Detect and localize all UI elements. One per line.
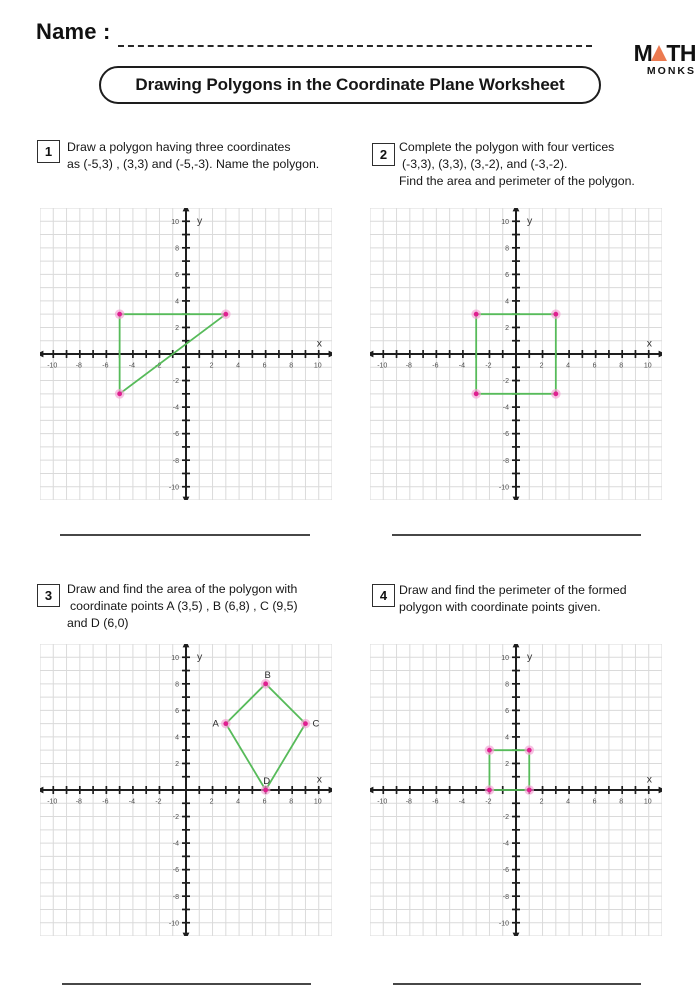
problem-1-text: [67, 139, 319, 173]
axes: [373, 211, 659, 497]
logo-wordmark: [604, 42, 696, 65]
answer-line-2: [392, 534, 641, 536]
problem-2-line-3: Find the area and perimeter of the polygon.: [399, 174, 635, 189]
svg-text:2: 2: [175, 325, 179, 333]
logo-subtitle: MONKS: [646, 65, 696, 77]
svg-text:2: 2: [539, 798, 544, 806]
svg-text:-8: -8: [502, 457, 509, 465]
svg-text:6: 6: [175, 707, 179, 715]
svg-text:2: 2: [505, 761, 509, 769]
answer-line-1: [60, 534, 310, 536]
problem-2-line-2: (-3,3), (3,3), (3,-2), and (-3,-2).: [402, 157, 568, 172]
svg-text:-2: -2: [172, 814, 179, 822]
problem-2-line-1: Complete the polygon with four vertices: [399, 140, 615, 154]
svg-text:-10: -10: [47, 362, 58, 370]
svg-text:4: 4: [236, 798, 241, 806]
svg-text:y: y: [197, 215, 203, 228]
svg-text:10: 10: [501, 654, 509, 662]
svg-text:B: B: [264, 669, 271, 681]
svg-text:-8: -8: [405, 798, 412, 806]
problem-1-line-1: Draw a polygon having three coordinates: [67, 140, 291, 154]
svg-text:-6: -6: [432, 362, 439, 370]
svg-text:-10: -10: [377, 798, 388, 806]
svg-text:-2: -2: [485, 798, 492, 806]
svg-text:8: 8: [619, 798, 624, 806]
math-monks-logo: [604, 42, 696, 77]
svg-text:8: 8: [619, 362, 624, 370]
problem-3-text: [67, 581, 298, 633]
svg-text:-8: -8: [172, 893, 179, 901]
svg-text:10: 10: [643, 798, 652, 806]
svg-text:-4: -4: [502, 404, 509, 412]
svg-text:-6: -6: [102, 362, 109, 370]
svg-text:-2: -2: [155, 798, 162, 806]
svg-text:-8: -8: [502, 893, 509, 901]
svg-text:10: 10: [171, 218, 179, 226]
svg-text:-6: -6: [172, 867, 179, 875]
svg-text:-4: -4: [458, 362, 466, 370]
svg-text:4: 4: [566, 362, 571, 370]
problem-3-line-2: coordinate points A (3,5) , B (6,8) , C (9,5): [70, 599, 298, 614]
svg-text:8: 8: [175, 681, 179, 689]
problem-3-line-3: and D (6,0): [67, 616, 129, 631]
svg-text:-2: -2: [485, 362, 492, 370]
svg-text:-4: -4: [128, 798, 136, 806]
axes: [43, 647, 329, 933]
svg-text:C: C: [312, 718, 320, 730]
svg-text:2: 2: [209, 798, 214, 806]
svg-text:-10: -10: [377, 362, 388, 370]
svg-text:-6: -6: [172, 431, 179, 439]
axis-letter-labels: [197, 215, 323, 349]
svg-text:4: 4: [175, 734, 179, 742]
svg-text:x: x: [646, 337, 653, 350]
svg-text:-8: -8: [172, 457, 179, 465]
svg-text:-10: -10: [168, 484, 179, 492]
svg-text:2: 2: [539, 362, 544, 370]
coordinate-grid-3: [40, 644, 332, 936]
problem-4-number: 4: [372, 584, 395, 607]
problem-4-text: [399, 582, 627, 616]
logo-triangle-icon: [651, 45, 667, 61]
tick-labels: [47, 219, 322, 491]
svg-text:10: 10: [501, 218, 509, 226]
svg-text:-6: -6: [432, 798, 439, 806]
svg-text:10: 10: [171, 654, 179, 662]
answer-line-3: [62, 983, 311, 985]
svg-text:6: 6: [505, 707, 509, 715]
svg-text:-8: -8: [75, 362, 82, 370]
svg-text:x: x: [646, 773, 653, 786]
svg-text:-4: -4: [172, 404, 179, 412]
svg-text:-2: -2: [155, 362, 162, 370]
svg-text:6: 6: [175, 271, 179, 279]
svg-text:-2: -2: [502, 378, 509, 386]
name-label: Name :: [36, 19, 111, 44]
svg-text:2: 2: [505, 325, 509, 333]
vertex-dots: [485, 745, 534, 794]
svg-text:10: 10: [643, 362, 652, 370]
svg-text:2: 2: [175, 761, 179, 769]
polygon-shape: [489, 750, 529, 790]
svg-text:-2: -2: [502, 814, 509, 822]
svg-text:-4: -4: [502, 840, 509, 848]
svg-text:-10: -10: [168, 920, 179, 928]
svg-text:10: 10: [313, 798, 322, 806]
svg-text:8: 8: [289, 798, 294, 806]
svg-text:y: y: [197, 651, 203, 664]
axes: [43, 211, 329, 497]
svg-text:x: x: [316, 773, 323, 786]
svg-text:-8: -8: [75, 798, 82, 806]
problem-3-line-1: Draw and find the area of the polygon with: [67, 582, 298, 596]
worksheet-title-text: Drawing Polygons in the Coordinate Plane Worksheet: [135, 75, 565, 94]
axis-letter-labels: [527, 651, 653, 785]
svg-text:8: 8: [175, 245, 179, 253]
svg-text:-6: -6: [102, 798, 109, 806]
svg-text:6: 6: [592, 798, 597, 806]
svg-text:D: D: [263, 776, 271, 787]
problem-4-line-2: polygon with coordinate points given.: [399, 600, 601, 615]
svg-text:6: 6: [592, 362, 597, 370]
answer-line-4: [393, 983, 641, 985]
svg-text:-6: -6: [502, 867, 509, 875]
svg-text:-10: -10: [47, 798, 58, 806]
svg-text:y: y: [527, 651, 533, 664]
svg-text:-8: -8: [405, 362, 412, 370]
tick-labels: [47, 655, 322, 927]
svg-text:6: 6: [262, 362, 267, 370]
svg-text:-4: -4: [458, 798, 466, 806]
logo-letter-m: M: [633, 40, 653, 66]
problem-1-number: 1: [37, 140, 60, 163]
svg-text:A: A: [212, 718, 219, 730]
svg-text:y: y: [527, 215, 533, 228]
svg-text:2: 2: [209, 362, 214, 370]
svg-text:-4: -4: [128, 362, 136, 370]
svg-text:4: 4: [566, 798, 571, 806]
axis-letter-labels: [527, 215, 653, 349]
coordinate-grid-1: [40, 208, 332, 500]
svg-text:10: 10: [313, 362, 322, 370]
svg-text:8: 8: [289, 362, 294, 370]
svg-text:-10: -10: [498, 920, 509, 928]
tick-labels: [377, 219, 652, 491]
svg-text:6: 6: [262, 798, 267, 806]
worksheet-title: [99, 66, 601, 104]
svg-text:4: 4: [505, 298, 509, 306]
svg-text:8: 8: [505, 681, 509, 689]
svg-text:6: 6: [505, 271, 509, 279]
svg-text:8: 8: [505, 245, 509, 253]
problem-2-text: [399, 139, 635, 191]
svg-text:-4: -4: [172, 840, 179, 848]
coordinate-grid-2: [370, 208, 662, 500]
svg-text:4: 4: [236, 362, 241, 370]
logo-letters-th: TH: [666, 40, 696, 66]
problem-2-number: 2: [372, 143, 395, 166]
svg-text:x: x: [316, 337, 323, 350]
svg-text:-10: -10: [498, 484, 509, 492]
tick-labels: [377, 655, 652, 927]
problem-4-line-1: Draw and find the perimeter of the formed: [399, 583, 627, 597]
svg-text:4: 4: [505, 734, 509, 742]
coordinate-grid-4: [370, 644, 662, 936]
svg-text:-6: -6: [502, 431, 509, 439]
problem-1-line-2: as (-5,3) , (3,3) and (-5,-3). Name the polygon.: [67, 157, 320, 172]
name-fill-line: [118, 45, 592, 47]
svg-text:-2: -2: [172, 378, 179, 386]
svg-text:4: 4: [175, 298, 179, 306]
problem-3-number: 3: [37, 584, 60, 607]
